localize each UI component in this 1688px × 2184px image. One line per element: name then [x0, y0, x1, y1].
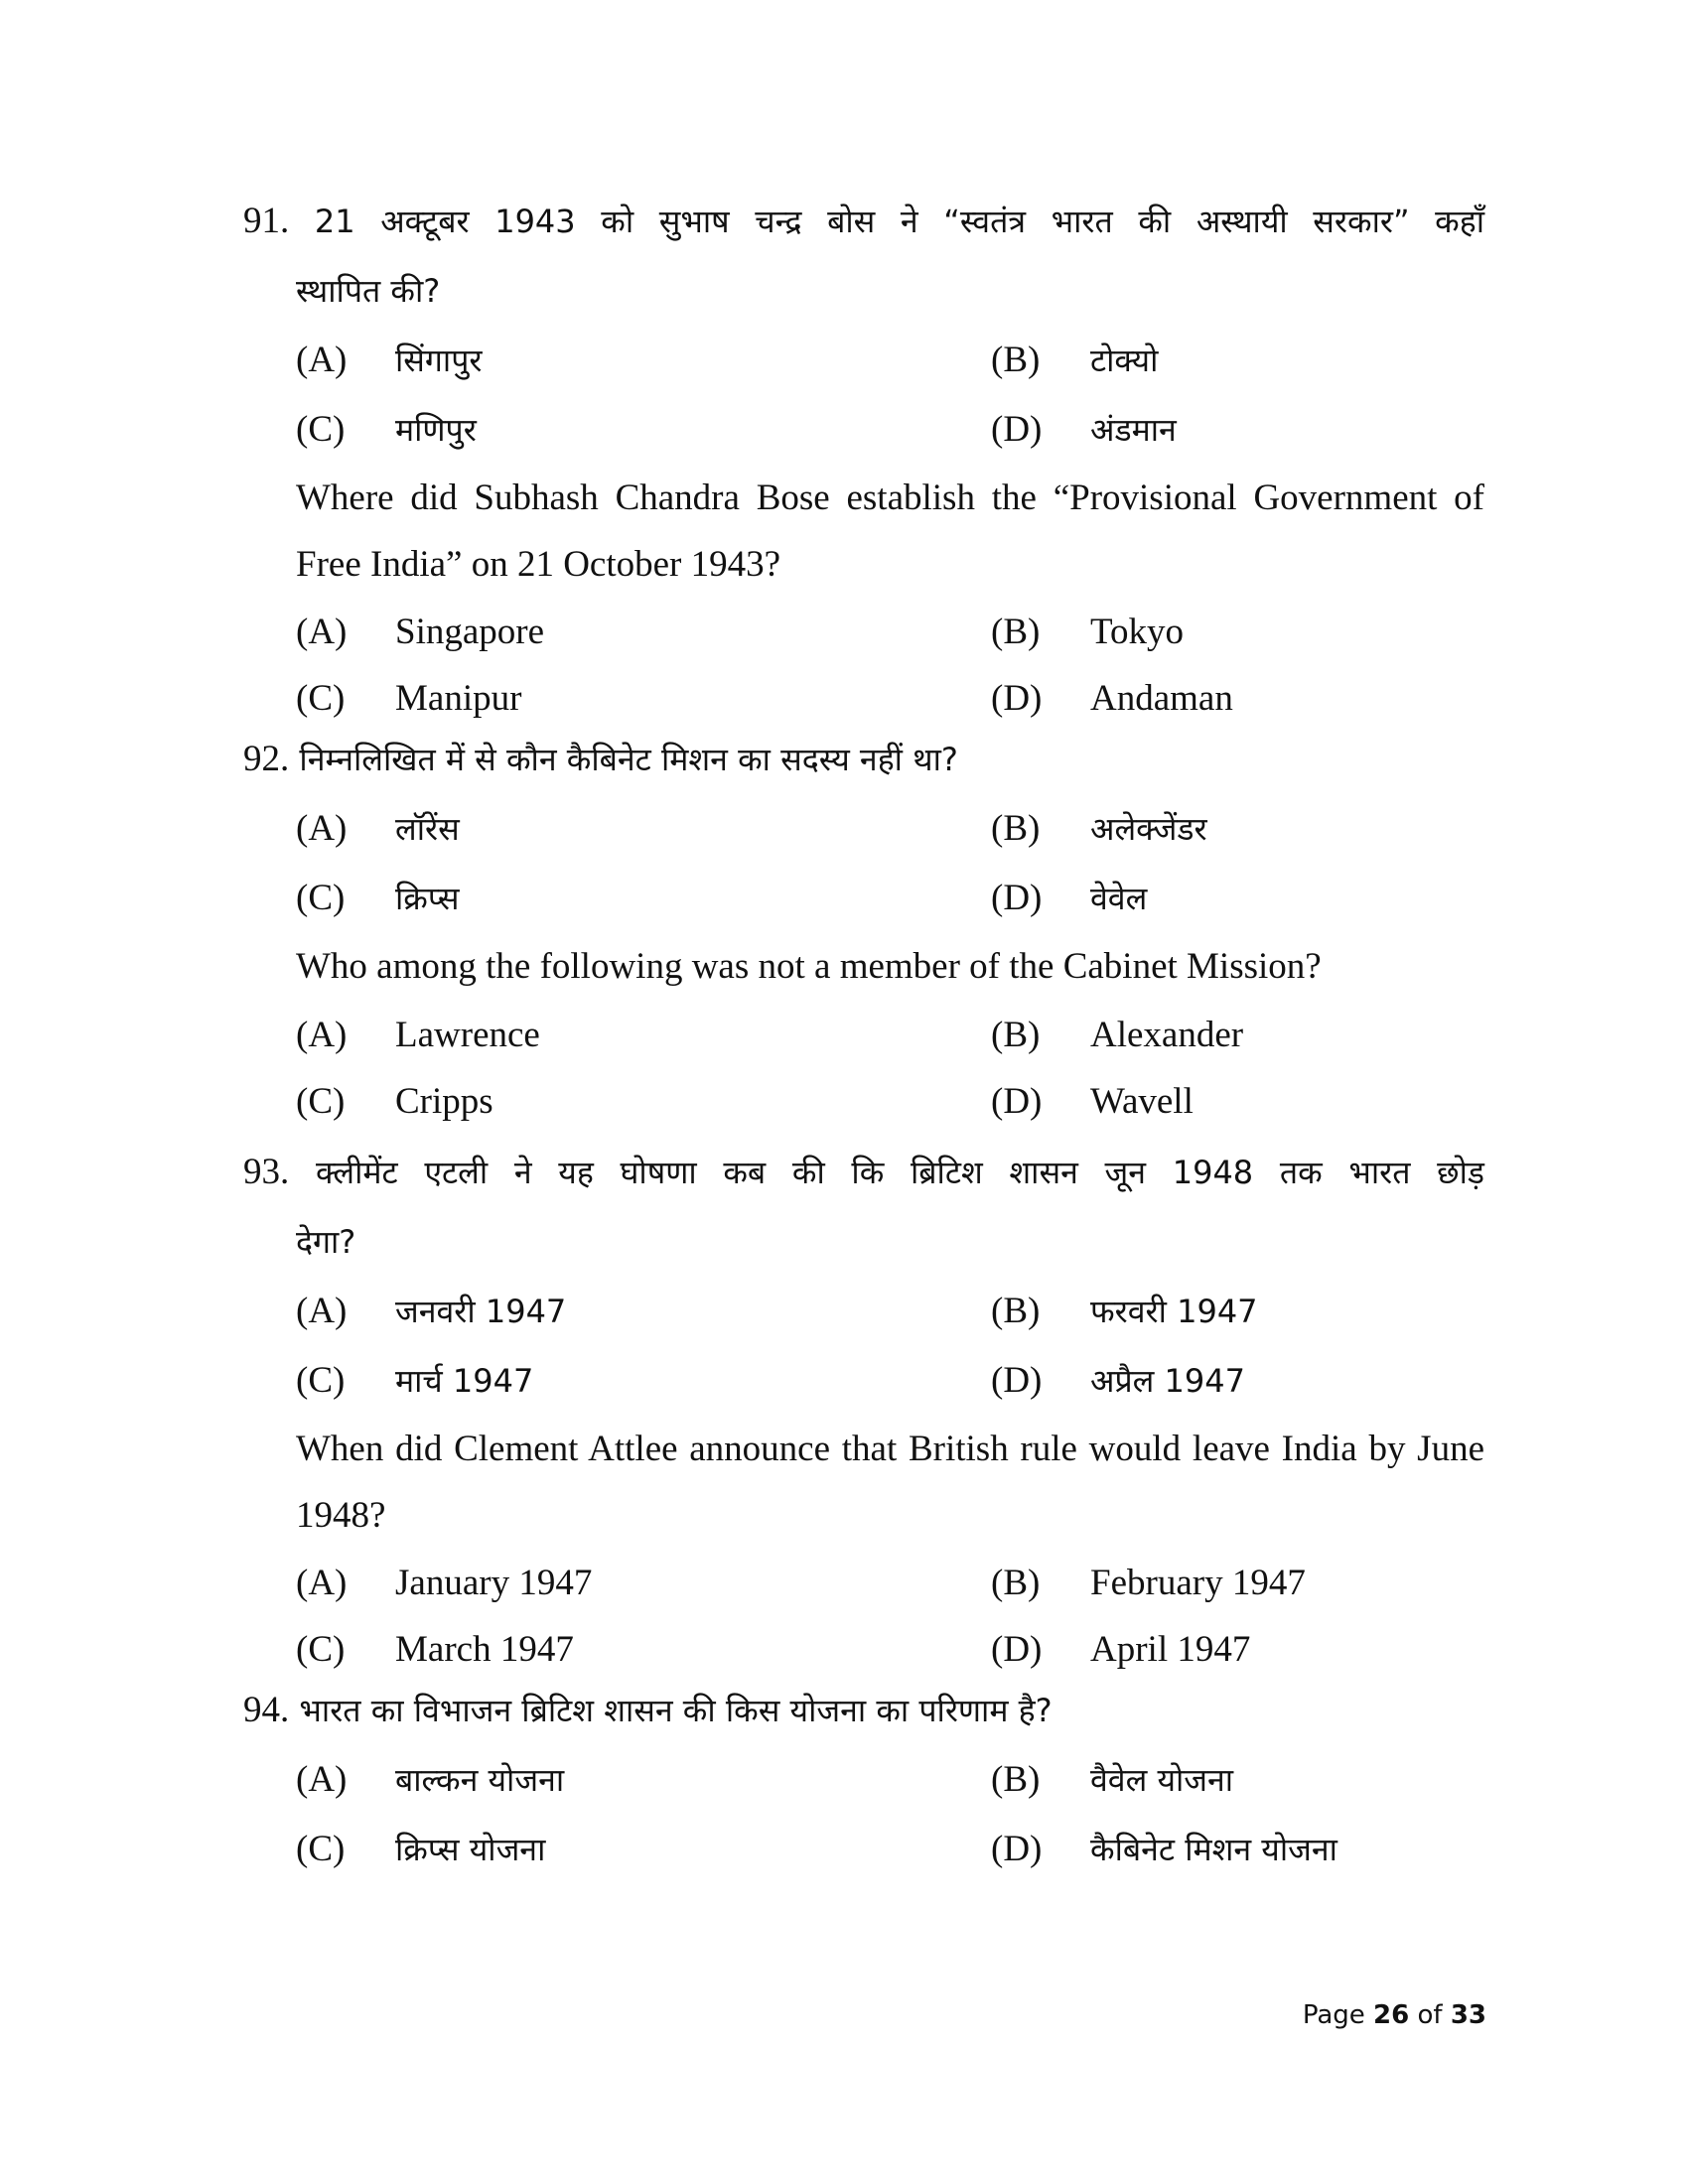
option-label: (B) [991, 1759, 1041, 1800]
english-options [296, 1001, 1484, 1134]
hindi-options [296, 794, 1484, 933]
option-c [296, 1615, 574, 1685]
option-label: (A) [296, 340, 348, 380]
option-text: वैवेल योजना [1090, 1761, 1234, 1799]
option-text: अप्रैल 1947 [1090, 1362, 1245, 1400]
option-d [991, 1067, 1194, 1137]
hindi-options [296, 1745, 1484, 1884]
option-label: (C) [296, 1829, 346, 1869]
option-a [296, 794, 460, 864]
page-of: of [1417, 2000, 1443, 2030]
option-text: Manipur [395, 678, 522, 719]
english-options [296, 1549, 1484, 1682]
question-hindi [243, 187, 1484, 326]
question-english: Where did Subhash Chandra Bose establish the “Provisional Government of Free India” on 21 October 1943? [296, 478, 1484, 585]
option-text: Andaman [1090, 678, 1233, 719]
option-b [991, 1745, 1233, 1815]
question-hindi [243, 1138, 1484, 1277]
option-text: मार्च 1947 [395, 1362, 534, 1400]
option-c [296, 395, 477, 465]
option-c [296, 864, 460, 933]
option-label: (A) [296, 1759, 348, 1800]
question-english: Who among the following was not a member of the Cabinet Mission? [296, 946, 1322, 987]
option-label: (A) [296, 808, 348, 849]
question-hindi-line1: निम्नलिखित में से कौन कैबिनेट मिशन का सदस्य नहीं था? [299, 741, 958, 778]
option-text: February 1947 [1090, 1563, 1306, 1603]
option-a [296, 1001, 540, 1070]
option-label: (D) [991, 409, 1043, 450]
option-label: (A) [296, 612, 348, 652]
option-a [296, 1549, 592, 1618]
option-label: (B) [991, 1563, 1041, 1603]
option-d [991, 1346, 1245, 1416]
option-label: (C) [296, 678, 346, 719]
option-label: (D) [991, 1829, 1043, 1869]
question-number: 92. [243, 739, 290, 779]
question-number: 94. [243, 1690, 290, 1730]
question-93 [243, 1138, 1484, 1682]
question-91 [243, 187, 1484, 731]
option-text: मणिपुर [395, 411, 477, 449]
option-c [296, 1346, 533, 1416]
page-prefix: Page [1302, 2000, 1365, 2030]
page-current: 26 [1373, 2000, 1410, 2030]
option-label: (B) [991, 1291, 1041, 1331]
option-text: सिंगापुर [395, 341, 483, 379]
option-b [991, 1001, 1243, 1070]
option-b [991, 598, 1184, 667]
option-text: फरवरी 1947 [1090, 1293, 1258, 1330]
option-text: Lawrence [395, 1015, 540, 1055]
option-text: क्रिप्स योजना [395, 1831, 546, 1868]
option-text: Cripps [395, 1081, 493, 1122]
option-label: (C) [296, 409, 346, 450]
option-label: (C) [296, 1360, 346, 1401]
hindi-options [296, 1277, 1484, 1416]
option-c [296, 1815, 545, 1884]
option-label: (C) [296, 1629, 346, 1670]
question-hindi [243, 725, 1484, 794]
option-text: Alexander [1090, 1015, 1244, 1055]
option-label: (B) [991, 612, 1041, 652]
option-text: कैबिनेट मिशन योजना [1090, 1831, 1337, 1868]
question-92 [243, 725, 1484, 1134]
option-text: लॉरेंस [395, 810, 460, 848]
option-label: (D) [991, 1629, 1043, 1670]
option-text: बाल्कन योजना [395, 1761, 565, 1799]
option-text: जनवरी 1947 [395, 1293, 567, 1330]
option-b [991, 794, 1207, 864]
english-options [296, 598, 1484, 731]
question-94 [243, 1676, 1484, 1884]
option-label: (D) [991, 878, 1043, 918]
option-b [991, 326, 1158, 395]
option-b [991, 1549, 1306, 1618]
option-c [296, 664, 521, 734]
option-label: (C) [296, 1081, 346, 1122]
option-a [296, 1745, 564, 1815]
option-d [991, 1615, 1250, 1685]
question-english: When did Clement Attlee announce that British rule would leave India by June 1948? [296, 1429, 1484, 1536]
option-text: April 1947 [1090, 1629, 1251, 1670]
option-text: वेवेल [1090, 880, 1148, 917]
page-number-footer [1303, 2000, 1486, 2030]
option-text: क्रिप्स [395, 880, 460, 917]
option-label: (B) [991, 1015, 1041, 1055]
question-hindi [243, 1676, 1484, 1745]
page-total: 33 [1450, 2000, 1486, 2030]
option-d [991, 864, 1147, 933]
option-text: January 1947 [395, 1563, 593, 1603]
question-hindi-line1: भारत का विभाजन ब्रिटिश शासन की किस योजना का परिणाम है? [299, 1692, 1053, 1729]
question-hindi-line1: 91. 21 अक्टूबर 1943 को सुभाष चन्द्र बोस ने “स्वतंत्र भारत की अस्थायी सरकार” कहाँ [243, 201, 1485, 241]
option-d [991, 1815, 1337, 1884]
option-label: (D) [991, 1360, 1043, 1401]
option-label: (A) [296, 1015, 348, 1055]
option-label: (B) [991, 808, 1041, 849]
option-a [296, 326, 483, 395]
option-b [991, 1277, 1258, 1346]
option-text: Tokyo [1090, 612, 1185, 652]
option-text: अलेक्जेंडर [1090, 810, 1207, 848]
option-d [991, 395, 1177, 465]
option-d [991, 664, 1233, 734]
hindi-options [296, 326, 1484, 465]
question-number: 91. [243, 201, 290, 241]
question-hindi-line1: 93. क्लीमेंट एटली ने यह घोषणा कब की कि ब्रिटिश शासन जून 1948 तक भारत छोड़ [243, 1152, 1484, 1192]
option-label: (A) [296, 1291, 348, 1331]
option-label: (D) [991, 678, 1043, 719]
option-text: Wavell [1090, 1081, 1194, 1122]
option-label: (A) [296, 1563, 348, 1603]
question-hindi-line2: स्थापित की? [296, 272, 441, 310]
question-number: 93. [243, 1152, 290, 1192]
question-hindi-line2: देगा? [296, 1223, 356, 1261]
option-a [296, 598, 544, 667]
option-label: (B) [991, 340, 1041, 380]
option-label: (C) [296, 878, 346, 918]
option-text: अंडमान [1090, 411, 1177, 449]
option-c [296, 1067, 493, 1137]
option-label: (D) [991, 1081, 1043, 1122]
option-text: टोक्यो [1090, 341, 1159, 379]
option-text: March 1947 [395, 1629, 574, 1670]
option-text: Singapore [395, 612, 545, 652]
option-a [296, 1277, 566, 1346]
